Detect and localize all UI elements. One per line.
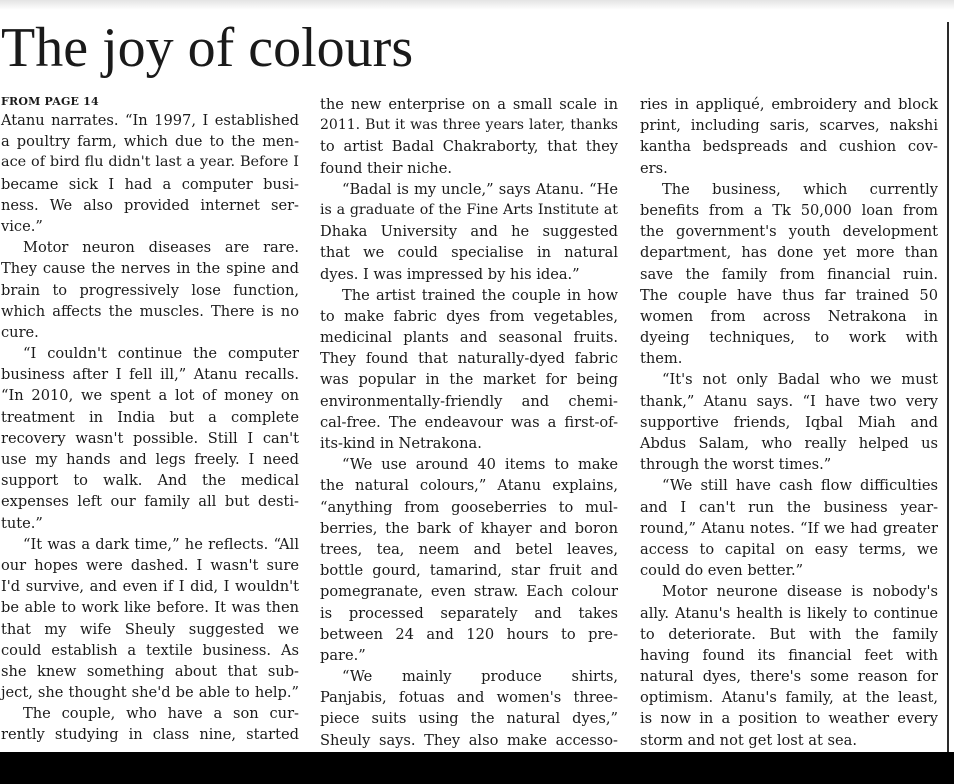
text-line: could do even better.” bbox=[640, 562, 804, 580]
text-line: “anything from gooseberries to mul- bbox=[320, 498, 618, 516]
text-line: support to walk. And the medical bbox=[1, 472, 299, 490]
article-column-2 bbox=[320, 94, 618, 751]
text-line: They cause the nerves in the spine and bbox=[1, 260, 299, 278]
text-line: Motor neuron diseases are rare. bbox=[23, 239, 299, 257]
text-line: access to capital on easy terms, we bbox=[640, 540, 938, 558]
text-line: bottle gourd, tamarind, star fruit and bbox=[320, 562, 618, 580]
text-line: ness. We also provided internet ser- bbox=[1, 196, 299, 214]
text-line: our hopes were dashed. I wasn't sure bbox=[1, 556, 299, 574]
text-line: treatment in India but a complete bbox=[1, 408, 299, 426]
text-line: was popular in the market for being bbox=[320, 371, 618, 389]
text-line: thank,” Atanu says. “I have two very bbox=[640, 392, 938, 410]
text-line: I'd survive, and even if I did, I wouldn't bbox=[1, 578, 299, 596]
text-line: ace of bird flu didn't last a year. Before I bbox=[1, 154, 299, 171]
text-line: round,” Atanu notes. “If we had greater bbox=[640, 519, 938, 537]
text-line: a poultry farm, which due to the men- bbox=[1, 133, 299, 151]
text-line: that we could specialise in natural bbox=[320, 244, 618, 262]
text-line: pomegranate, even straw. Each colour bbox=[320, 583, 618, 601]
article-column-3 bbox=[640, 94, 938, 751]
text-line: “Badal is my uncle,” says Atanu. “He bbox=[342, 180, 618, 198]
text-line: is processed separately and takes bbox=[320, 604, 618, 622]
text-line: Sheuly says. They also make accesso- bbox=[320, 731, 618, 749]
text-line: expenses left our family all but desti- bbox=[1, 493, 299, 511]
text-line: them. bbox=[640, 350, 683, 368]
text-line: to artist Badal Chakraborty, that they bbox=[320, 138, 618, 156]
text-line: dyes. I was impressed by his idea.” bbox=[320, 265, 580, 283]
text-line: recovery wasn't possible. Still I can't bbox=[1, 429, 299, 447]
text-line: is a graduate of the Fine Arts Institute at bbox=[320, 201, 618, 218]
continued-from-label: FROM PAGE 14 bbox=[1, 95, 99, 108]
text-line: “It's not only Badal who we must bbox=[662, 371, 938, 389]
text-line: The artist trained the couple in how bbox=[342, 286, 618, 304]
text-line: department, has done yet more than bbox=[640, 244, 938, 262]
article-column-1 bbox=[1, 110, 299, 746]
text-line: ries in appliqué, embroidery and block bbox=[640, 96, 938, 113]
text-line: women from across Netrakona in bbox=[640, 307, 938, 325]
text-line: kantha bedspreads and cushion cov- bbox=[640, 138, 938, 156]
text-line: that my wife Sheuly suggested we bbox=[1, 620, 299, 638]
text-line: “It was a dark time,” he reflects. “All bbox=[23, 535, 299, 553]
text-line: dyeing techniques, to work with bbox=[640, 329, 938, 347]
text-line: business after I fell ill,” Atanu recalls. bbox=[1, 366, 299, 384]
text-line: Atanu narrates. “In 1997, I established bbox=[1, 112, 299, 129]
text-line: trees, tea, neem and betel leaves, bbox=[320, 540, 618, 558]
text-line: natural dyes, there's some reason for bbox=[640, 668, 938, 686]
text-line: piece suits using the natural dyes,” bbox=[320, 710, 618, 728]
text-line: through the worst times.” bbox=[640, 456, 832, 474]
text-line: supportive friends, Iqbal Miah and bbox=[640, 413, 938, 431]
text-line: medicinal plants and seasonal fruits. bbox=[320, 329, 618, 347]
text-line: storm and not get lost at sea. bbox=[640, 731, 857, 749]
text-line: ally. Atanu's health is likely to continue bbox=[640, 604, 938, 622]
text-line: be able to work like before. It was then bbox=[1, 599, 299, 617]
text-line: print, including saris, scarves, nakshi bbox=[640, 117, 938, 135]
headline: The joy of colours bbox=[1, 17, 414, 79]
text-line: cure. bbox=[1, 323, 39, 341]
text-line: the natural colours,” Atanu explains, bbox=[320, 477, 618, 495]
text-line: save the family from financial ruin. bbox=[640, 265, 938, 283]
text-line: vice.” bbox=[1, 217, 43, 235]
text-line: to make fabric dyes from vegetables, bbox=[320, 307, 618, 325]
text-line: found their niche. bbox=[320, 159, 453, 177]
column-rule bbox=[947, 22, 949, 752]
text-line: Dhaka University and he suggested bbox=[320, 223, 618, 241]
text-line: ers. bbox=[640, 159, 668, 177]
text-line: between 24 and 120 hours to pre- bbox=[320, 625, 618, 643]
text-line: environmentally-friendly and chemi- bbox=[320, 392, 618, 410]
text-line: benefits from a Tk 50,000 loan from bbox=[640, 201, 938, 219]
text-line: its-kind in Netrakona. bbox=[320, 435, 482, 452]
text-line: 2011. But it was three years later, thanks bbox=[320, 117, 618, 134]
text-line: the new enterprise on a small scale in bbox=[320, 96, 618, 113]
text-line: They found that naturally-dyed fabric bbox=[320, 350, 618, 368]
text-line: berries, the bark of khayer and boron bbox=[320, 519, 618, 537]
text-line: “We still have cash flow difficulties bbox=[662, 477, 938, 495]
text-line: Abdus Salam, who really helped us bbox=[640, 435, 938, 452]
text-line: to deteriorate. But with the family bbox=[640, 625, 938, 643]
text-line: tute.” bbox=[1, 514, 43, 532]
text-line: she knew something about that sub- bbox=[1, 662, 299, 680]
text-line: the government's youth development bbox=[640, 223, 938, 241]
text-line: pare.” bbox=[320, 646, 366, 664]
text-line: is now in a position to weather every bbox=[640, 710, 938, 728]
text-line: use my hands and legs freely. I need bbox=[1, 451, 299, 468]
text-line: brain to progressively lose function, bbox=[1, 281, 299, 299]
text-line: The couple have thus far trained 50 bbox=[640, 286, 938, 304]
text-line: could establish a textile business. As bbox=[1, 641, 299, 659]
text-line: cal-free. The endeavour was a first-of- bbox=[320, 413, 618, 431]
text-line: ject, she thought she'd be able to help.” bbox=[1, 684, 299, 702]
text-line: “We use around 40 items to make bbox=[342, 456, 618, 474]
text-line: The business, which currently bbox=[662, 180, 938, 198]
page-top-shadow bbox=[0, 0, 954, 10]
text-line: Motor neurone disease is nobody's bbox=[662, 583, 938, 601]
text-line: optimism. Atanu's family, at the least, bbox=[640, 689, 938, 707]
text-line: “We mainly produce shirts, bbox=[342, 668, 618, 686]
text-line: became sick I had a computer busi- bbox=[1, 175, 299, 193]
text-line: Panjabis, fotuas and women's three- bbox=[320, 689, 618, 707]
text-line: The couple, who have a son cur- bbox=[23, 705, 299, 723]
text-line: which affects the muscles. There is no bbox=[1, 302, 299, 320]
text-line: having found its financial feet with bbox=[640, 646, 938, 664]
text-line: “I couldn't continue the computer bbox=[23, 345, 299, 363]
bottom-black-bar bbox=[0, 752, 954, 784]
text-line: and I can't run the business year- bbox=[640, 498, 938, 516]
text-line: “In 2010, we spent a lot of money on bbox=[1, 387, 299, 405]
text-line: rently studying in class nine, started bbox=[1, 726, 299, 744]
